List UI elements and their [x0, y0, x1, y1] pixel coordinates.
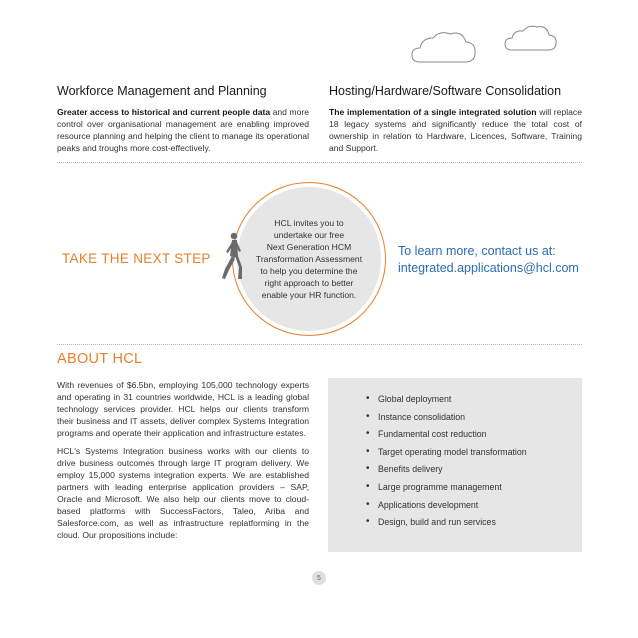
about-body — [57, 379, 309, 547]
workforce-body — [57, 106, 309, 154]
walking-man-icon — [222, 232, 244, 282]
contact-block — [398, 243, 579, 277]
about-heading: ABOUT HCL — [57, 351, 143, 367]
about-paragraph-2: HCL's Systems Integration business works with our clients to drive business outcomes through large IT program delivery. We employ 15,000 systems integration experts. We are established partners with leading enterprise application providers – SAP, Oracle and Microsoft. We also help our clients move to cloud-based platforms with SuccessFactors, Taleo, Ariba and Salesforce.com, as well as infrastructure replatforming in the cloud. Our propositions include: — [57, 446, 309, 540]
propositions-panel — [328, 378, 582, 552]
assessment-text: HCL invites you to undertake our free Next Generation HCM Transformation Assessment to help you determine the right approach to better enable your HR function. — [255, 218, 363, 300]
assessment-circle-inner — [237, 187, 381, 331]
divider-top — [57, 162, 582, 163]
hosting-text: will replace 18 legacy systems and significantly reduce the total cost of ownership in relation to Hardware, Licences, Software, Training and Support. — [329, 107, 582, 153]
list-item: • Applications development — [366, 500, 527, 518]
hosting-title: Hosting/Hardware/Software Consolidation — [329, 84, 562, 98]
workforce-text: and more control over organisational management are enabling improved resource planning and helping the client to manage its operational peaks and troughs more cost-effectively. — [57, 107, 309, 153]
cloud-icon-left — [412, 33, 475, 62]
workforce-title: Workforce Management and Planning — [57, 84, 267, 98]
assessment-circle — [232, 182, 386, 336]
take-next-step: TAKE THE NEXT STEP — [62, 251, 211, 266]
page-number: 5 — [312, 571, 326, 585]
list-item: • Benefits delivery — [366, 464, 527, 482]
contact-line: To learn more, contact us at: — [398, 244, 556, 258]
contact-email-link[interactable]: integrated.applications@hcl.com — [398, 261, 579, 275]
divider-middle — [57, 344, 582, 345]
propositions-list — [366, 394, 527, 535]
hosting-body — [329, 106, 582, 154]
workforce-lead: Greater access to historical and current people data — [57, 107, 271, 117]
hosting-lead: The implementation of a single integrated solution — [329, 107, 537, 117]
list-item: • Global deployment — [366, 394, 527, 412]
cloud-icon-right — [505, 26, 556, 50]
cloud-illustrations — [0, 0, 638, 80]
list-item: • Large programme management — [366, 482, 527, 500]
list-item: • Instance consolidation — [366, 412, 527, 430]
list-item: • Design, build and run services — [366, 517, 527, 535]
list-item: • Fundamental cost reduction — [366, 429, 527, 447]
about-paragraph-1: With revenues of $6.5bn, employing 105,000 technology experts and operating in 31 countries worldwide, HCL is a leading global technology services provider. HCL helps our clients transform their business and IT assets, deliver complex Systems Integration programs and operate their application and infrastructure estates. — [57, 380, 309, 438]
list-item: • Target operating model transformation — [366, 447, 527, 465]
